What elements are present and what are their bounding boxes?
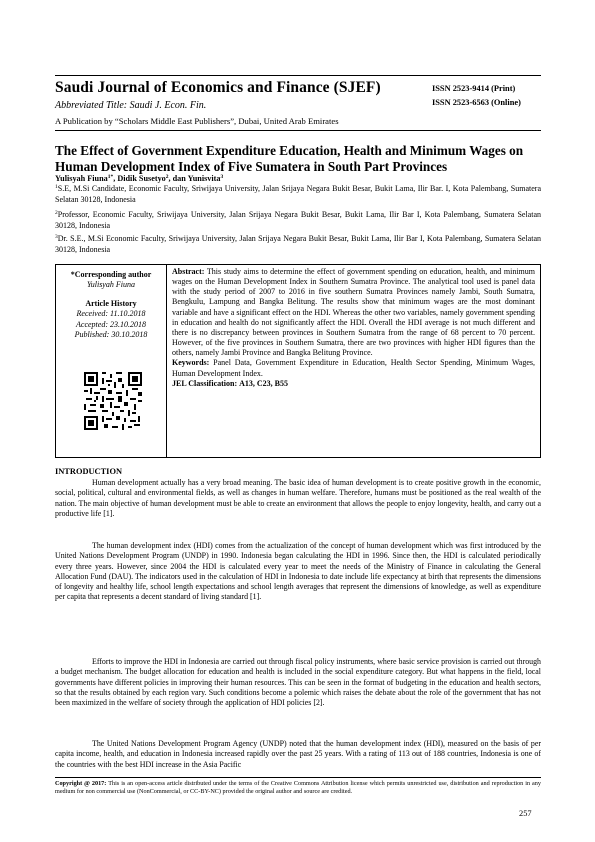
abstract-paragraph bbox=[172, 267, 535, 358]
jel-codes: A13, C23, B55 bbox=[239, 378, 289, 388]
received-date: Received: 11.10.2018 bbox=[76, 309, 146, 319]
published-date: Published: 30.10.2018 bbox=[74, 330, 148, 340]
author-sup: 3 bbox=[220, 174, 224, 180]
abstract-box-divider bbox=[166, 264, 167, 458]
introduction-heading: INTRODUCTION bbox=[55, 467, 123, 476]
header-bottom-rule bbox=[55, 130, 541, 131]
copyright-text: This is an open-access article distributed under the terms of the Creative Commons Attribution license which permits unrestricted use, distribution and reproduction in any medium for non commercial use (NonCommercial, or CC-BY-NC) provided the original author and source are credited. bbox=[55, 780, 541, 795]
abstract-section bbox=[172, 267, 535, 389]
affiliation-sup: 1 bbox=[55, 184, 58, 190]
footer-rule bbox=[55, 777, 541, 778]
affiliation-sup: 3 bbox=[55, 234, 58, 240]
affiliation-2 bbox=[55, 210, 541, 231]
qr-code-icon bbox=[84, 372, 142, 430]
author-sup: 1* bbox=[107, 174, 114, 180]
author-name: Yulisyah Fiuna bbox=[55, 174, 108, 183]
paper-title: The Effect of Government Expenditure Education, Health and Minimum Wages on Human Development Index of Five Sumatera in South Part Provinces bbox=[55, 143, 524, 174]
corresponding-author-label: *Corresponding author bbox=[70, 270, 152, 279]
abbreviated-title: Abbreviated Title: Saudi J. Econ. Fin. bbox=[55, 100, 207, 111]
issn-online: ISSN 2523-6563 (Online) bbox=[432, 98, 521, 107]
body-paragraph: Efforts to improve the HDI in Indonesia are carried out through fiscal policy instruments, where basic service provision is carried out through a budget mechanism. The budget allocation for education and health is included in the social expenditure category. But what happens in the field, local governments have different policies in improving their human resources. This can be seen in the format of budgeting in the education and health sectors, so that the results obtained by each region vary. Such conditions become a polemic which raises the debate about the role of the government that has not been maximized in the welfare of society through the application of HDI policies [2]. bbox=[55, 657, 541, 707]
copyright-label: Copyright @ 2017: bbox=[55, 780, 107, 787]
affiliation-text: Professor, Economic Faculty, Sriwijaya University, Jalan Srijaya Negara Bukit Besar, Bukit Lama, Ilir Bar I, Kota Palembang, Sumatera Selatan 30128, Indonesia bbox=[55, 210, 541, 230]
affiliation-text: S.E, M.Si Candidate, Economic Faculty, Sriwijaya University, Jalan Srijaya Negara Bukit Besar, Bukit Lama, Ilir Bar. I, Kota Palembang, Sumatera Selatan 30128, Indonesia bbox=[55, 184, 541, 204]
author-name: Didik Susetyo bbox=[117, 174, 166, 183]
body-paragraph: Human development actually has a very broad meaning. The basic idea of human development is to create positive growth in the economic, social, political, cultural and environmental fields, as well as changes in human welfare. Therefore, humans must be positioned as the real wealth of the nation. The main objective of human development must be able to create an environment that allows the people to enjoy longevity, health, and carry out a productive life [1]. bbox=[55, 478, 541, 518]
publisher-line: A Publication by “Scholars Middle East Publishers”, Dubai, United Arab Emirates bbox=[55, 116, 339, 126]
page-number: 257 bbox=[519, 809, 532, 818]
journal-title: Saudi Journal of Economics and Finance (SJEF) bbox=[55, 79, 381, 96]
author-list: Yulisyah Fiuna$^{1*}$, Didik Susetyo$^2$, dan Yunisvita$^3$ bbox=[55, 174, 224, 183]
abstract-text: This study aims to determine the effect of government spending on education, health, and minimum wages on the Human Development Index in Southern Sumatra Province. The analytical tool used is panel data with the study period of 2007 to 2016 in five southern Sumatra Provinces namely Jambi, South Sumatra, Bengkulu, Lampung and Bangka Belitung. The results show that minimum wages are the most dominant variable and have a significant effect on the HDI. Whereas the other two variables, namely government spending in education and health do not significantly affect the HDI. Overall the HDI average is not much different and there is no discrepancy between provinces in Southern Sumatra from the range of 68 percent to 70 percent. However, of the five provinces in Southern Sumatra, there are two provinces with higher HDI figures than the others, namely Jambi Province and Bangka Belitung Province. bbox=[172, 267, 535, 358]
affiliation-1 bbox=[55, 184, 541, 205]
article-info-sidebar bbox=[56, 266, 166, 340]
keywords-text: Panel Data, Government Expenditure in Education, Health Sector Spending, Minimum Wages, Human Development Index. bbox=[172, 358, 535, 378]
body-paragraph: The human development index (HDI) comes from the actualization of the concept of human development which was first introduced by the United Nations Development Program (UNDP) in 1990. Indonesia began calculating the HDI in 1996. Since then, the HDI is calculated periodically every three years. However, since 2004 the HDI is calculated every year to meet the needs of the Ministry of Finance in calculating the General Allocation Fund (DAU). The indicators used in the calculation of HDI in Indonesia to date include life expectancy at birth that represents the dimensions of longevity and healthy life, school length expectations and school length averages that represent the dimensions of knowledge, as well as expenditure per capita that represents a decent standard of living standard [1]. bbox=[55, 541, 541, 602]
copyright-notice bbox=[55, 780, 541, 795]
keywords-label: Keywords: bbox=[172, 358, 210, 368]
body-paragraph: The United Nations Development Program Agency (UNDP) noted that the human development index (HDI), measured on the basis of per capita income, health, and education in Indonesia increased rapidly over the past 25 years. With a rating of 113 out of 188 countries, Indonesia is one of the countries with the best HDI increase in the Asia Pacific bbox=[55, 739, 541, 769]
author-sup: 2 bbox=[165, 174, 169, 180]
abstract-label: Abstract: bbox=[172, 267, 205, 276]
jel-paragraph bbox=[172, 379, 535, 389]
accepted-date: Accepted: 23.10.2018 bbox=[76, 319, 146, 329]
affiliation-3 bbox=[55, 234, 541, 255]
affiliation-text: Dr. S.E., M.Si Economic Faculty, Sriwijaya University, Jalan Srijaya Negara Bukit Besar, Bukit Lama, Ilir Bar I, Kota Palembang, Sumatera Selatan 30128, Indonesia bbox=[55, 234, 541, 254]
affiliation-sup: 2 bbox=[55, 210, 58, 216]
issn-print: ISSN 2523-9414 (Print) bbox=[432, 84, 516, 93]
keywords-paragraph bbox=[172, 358, 535, 378]
article-history-label: Article History bbox=[85, 298, 137, 308]
corresponding-author-name: Yulisyah Fiuna bbox=[87, 280, 135, 290]
author-name: dan Yunisvita bbox=[172, 174, 221, 183]
jel-label: JEL Classification: bbox=[172, 378, 238, 388]
header-top-rule bbox=[55, 75, 541, 76]
